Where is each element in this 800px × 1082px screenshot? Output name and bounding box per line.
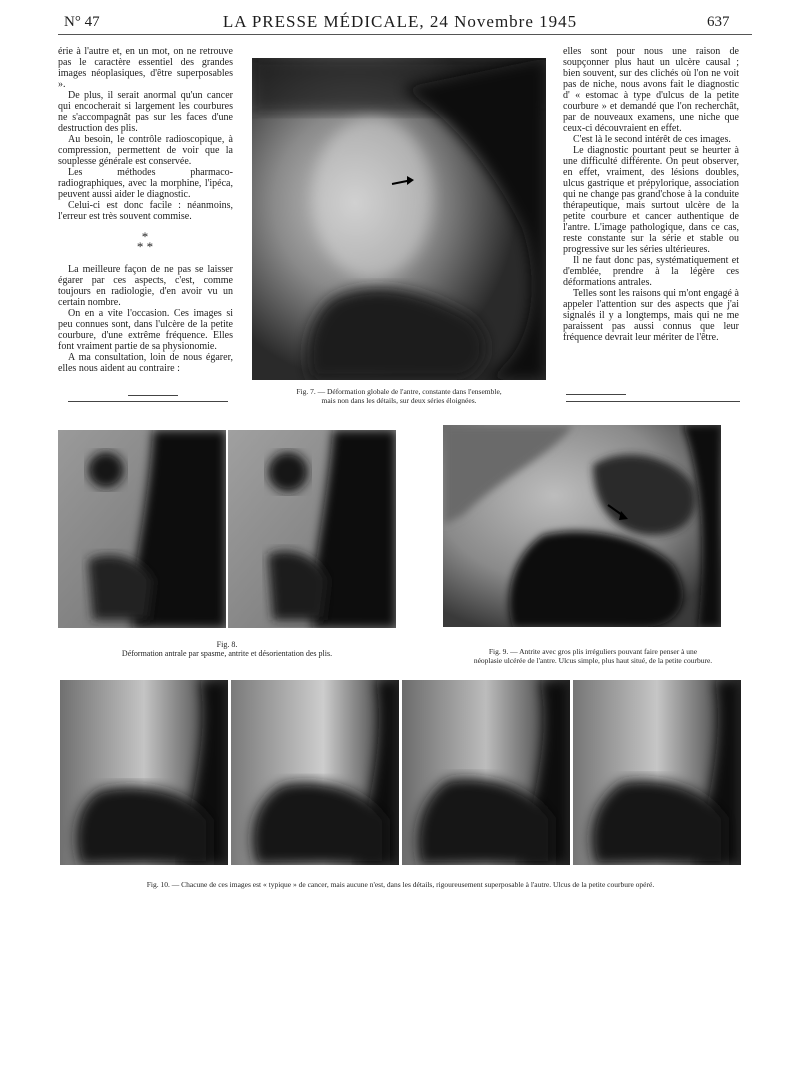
column-bottom-rule: [68, 401, 228, 402]
fig10-caption: Fig. 10. — Chacune de ces images est « typique » de cancer, mais aucune n'est, dans les détails, rigoureusement superposable à l'autre. Ulcus de la petite courbure opéré.: [146, 880, 655, 889]
right-column-text: [563, 46, 739, 343]
column-end-rule: [128, 395, 178, 396]
fig8-xray-image-left: [58, 430, 226, 628]
fig10-xray-image-1: [60, 680, 228, 865]
caption-line: néoplasie ulcérée de l'antre. Ulcus simple, plus haut situé, de la petite courbure.: [473, 656, 713, 665]
journal-title: LA PRESSE MÉDICALE, 24 Novembre 1945: [222, 12, 578, 31]
fig7-caption: [252, 387, 546, 405]
fig10-xray-image-3: [402, 680, 570, 865]
left-column-text-2: [58, 264, 233, 374]
caption-line: mais non dans les détails, sur deux séries éloignées.: [321, 396, 477, 405]
fig9-caption: [443, 647, 743, 665]
column-end-rule: [566, 394, 626, 395]
column-bottom-rule: [566, 401, 740, 402]
paragraph: elles sont pour nous une raison de soupçonner plus haut un ulcère causal ; bien souvent, sur des clichés où l'on ne voit pas de niche, nous avons fait le diagnostic d' « estomac à type d'ulcus de la petite courbure » et demandé que l'on recherchât, par de nouveaux examens, une niche que ceux-ci découvraient en effet.: [563, 46, 739, 134]
caption-line: Fig. 9. — Antrite avec gros plis irréguliers pouvant faire penser à une: [488, 647, 698, 656]
fig8-xray-image-right: [228, 430, 396, 628]
fig10-xray-image-4: [573, 680, 741, 865]
fig9-xray-image: [443, 425, 721, 627]
fig8-caption: [58, 640, 396, 658]
paragraph: Au besoin, le contrôle radioscopique, à compression, permettent de voir que la souplesse générale est conservée.: [58, 134, 233, 167]
paragraph: Le diagnostic pourtant peut se heurter à une difficulté différente. On peut observer, en effet, vraiment, des lésions doubles, ulcus gastrique et prépylorique, association qui ne change pas grand'chose à la conduite thérapeutique, mais surtout ulcère de la petite courbure et cancer authentique de l'antre. L'image pathologique, dans ce cas, reste constante sur la série et stable ou progressive sur les séries ultérieures.: [563, 145, 739, 255]
issue-number: N° 47: [64, 14, 100, 30]
header-rule: [58, 34, 752, 35]
paragraph: A ma consultation, loin de nous égarer, elles nous aident au contraire :: [58, 352, 233, 374]
paragraph: De plus, il serait anormal qu'un cancer qui encocherait si largement les courbures ne s'accompagnât pas sur les faces d'une destruction des plis.: [58, 90, 233, 134]
caption-line: Déformation antrale par spasme, antrite et désorientation des plis.: [121, 649, 333, 658]
fig7-xray-image: [252, 58, 546, 380]
paragraph: On en a vite l'occasion. Ces images si peu connues sont, dans l'ulcère de la petite courbure, d'une extrême fréquence. Elles font vraiment partie de sa physionomie.: [58, 308, 233, 352]
paragraph: Telles sont les raisons qui m'ont engagé à appeler l'attention sur des aspects que j'ai signalés il y a longtemps, mais qui ne me paraissent pas aussi connus que leur fréquence devrait leur mériter de l'être.: [563, 288, 739, 343]
paragraph: Les méthodes pharmaco-radiographiques, avec la morphine, l'ipéca, peuvent aussi aider le diagnostic.: [58, 167, 233, 200]
fig10-xray-image-2: [231, 680, 399, 865]
paragraph: érie à l'autre et, en un mot, on ne retrouve pas le caractère essentiel des grandes images néoplasiques, d'être superposables ».: [58, 46, 233, 90]
paragraph: La meilleure façon de ne pas se laisser égarer par ces aspects, c'est, comme toujours en radiologie, d'en avoir vu un certain nombre.: [58, 264, 233, 308]
caption-line: Fig. 7. — Déformation globale de l'antre, constante dans l'ensemble,: [296, 387, 502, 396]
section-separator-stars: * * *: [136, 229, 154, 254]
paragraph: C'est là le second intérêt de ces images.: [573, 134, 731, 145]
paragraph: Il ne faut donc pas, systématiquement et d'emblée, prendre à la légère ces déformations antrales.: [563, 255, 739, 288]
page-number: 637: [707, 14, 730, 30]
left-column-text-1: [58, 46, 233, 222]
caption-line: Fig. 8.: [216, 640, 238, 649]
paragraph: Celui-ci est donc facile : néanmoins, l'erreur est très souvent commise.: [58, 200, 233, 222]
